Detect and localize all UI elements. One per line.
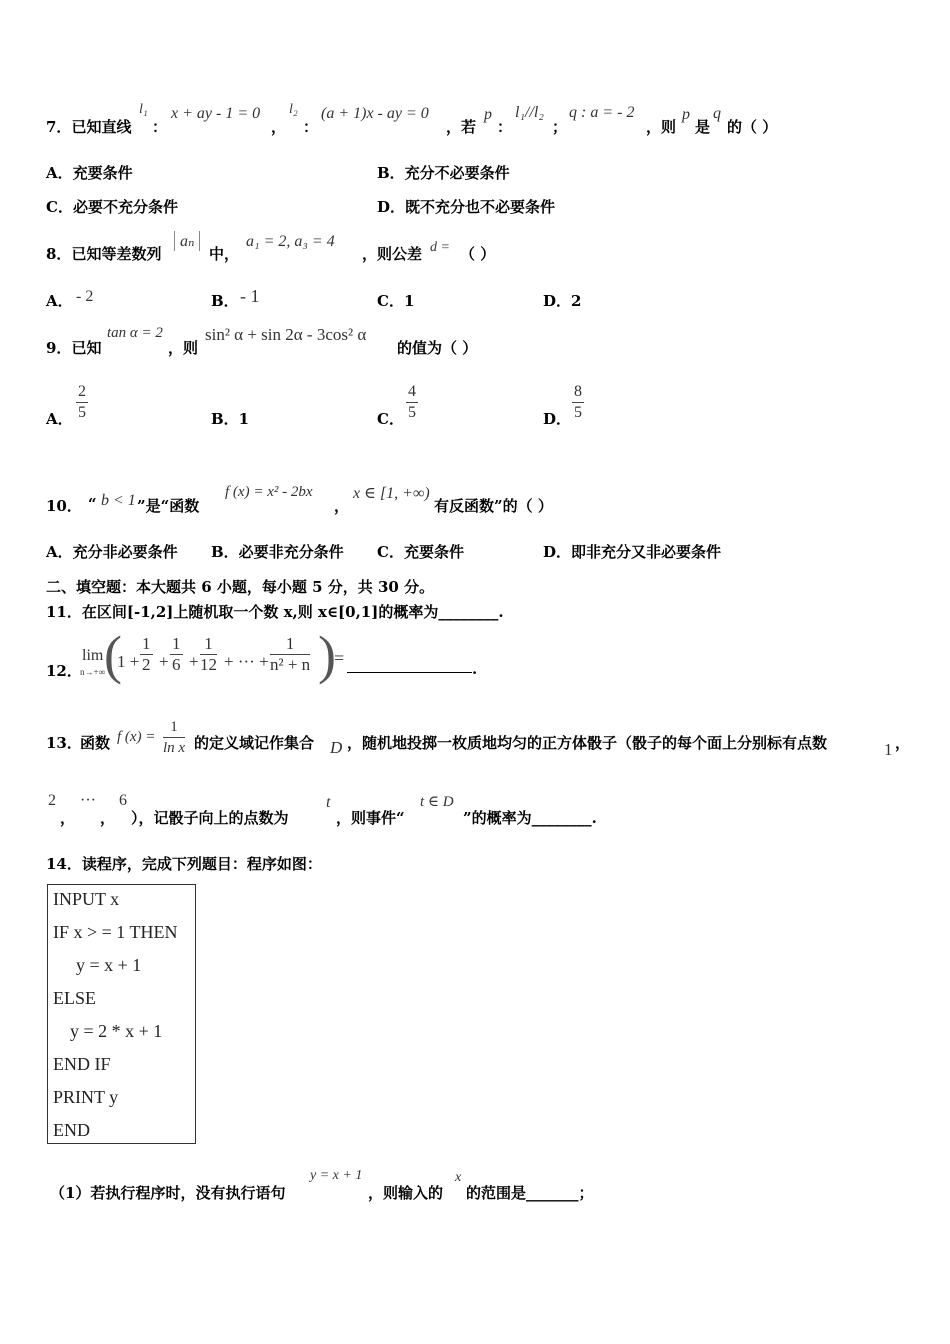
q7-text-4: 的（ ） [727,118,778,136]
q7-l2: l₂ [289,102,298,117]
q7-parallel: l₁//l₂ [515,104,544,121]
q10-condition: b < 1 [101,492,136,509]
q12-left-paren: ( [104,625,122,685]
q13-text-2: 的定义域记作集合 [194,734,315,752]
q9-number: 9． [46,339,72,357]
q9-c-num: 4 [406,382,418,403]
q7-colon: ： [152,118,168,136]
q9-option-c-fraction [406,382,418,423]
q10-option-d[interactable]: D．即非充分又非必要条件 [543,543,722,561]
q13-frac-num: 1 [163,717,185,738]
q12-end: . [472,660,478,678]
q9-c-den: 5 [408,404,416,421]
q12-one: 1 + [117,652,140,671]
program-line-4: ELSE [53,988,96,1008]
q13-number: 13． [46,734,82,752]
q8-text-1: 已知等差数列 [71,245,162,263]
q12-right-paren: ) [318,625,336,685]
program-box [47,884,196,1144]
program-line-1: INPUT x [53,889,120,909]
q13-t: t [326,794,331,811]
q14-text: 14．读程序，完成下列题目：程序如图： [46,855,322,873]
q7-eq2: (a + 1)x - ay = 0 [321,105,429,122]
q10-option-c[interactable]: C．充要条件 [377,543,464,561]
q7-colon-2: ： [303,118,319,136]
q13-comma-2: ， [100,809,116,827]
q12-frac-4 [270,634,310,675]
q7-text-3: ，则 [646,118,677,136]
q13-six: 6 [119,792,127,809]
q9-option-c-label[interactable]: C． [377,410,404,428]
q13-text-7: ”的概率为________. [463,809,597,827]
q8-option-c[interactable]: C．1 [377,292,415,310]
q9-expression: sin² α + sin 2α - 3cos² α [205,325,367,344]
program-line-7: PRINT y [53,1087,119,1107]
program-line-3: y = x + 1 [76,955,142,975]
q7-option-b[interactable]: B．充分不必要条件 [377,164,510,182]
q9-option-d-label[interactable]: D． [543,410,572,428]
q13-fraction [163,717,185,758]
q13-text-1: 函数 [80,734,111,752]
q7-semicolon: ； [552,118,568,136]
q12-lim: lim [82,647,104,664]
q10-text-3: 有反函数”的（ ） [434,497,553,515]
q9-option-d-fraction [572,382,584,423]
q8-line [46,243,161,264]
q12-f2-num: 1 [172,634,181,653]
section-2-heading: 二、填空题：本大题共 6 小题，每小题 5 分，共 30 分。 [46,578,435,596]
q9-option-b[interactable]: B．1 [211,410,250,428]
q9-text-1: 已知 [71,339,102,357]
q7-number: 7． [46,118,72,136]
q13-text-3: ，随机地投掷一枚质地均匀的正方体骰子（骰子的每个面上分别标有点数 [347,734,828,752]
q12-frac-1 [140,634,153,675]
q7-q-condition: q : a = - 2 [569,104,635,121]
q8-d: d = [430,240,450,255]
q14-sub1-text-1: （1）若执行程序时，没有执行语句 [50,1184,286,1202]
q9-line [46,337,101,358]
q8-sequence: aₙ [174,231,200,251]
q12-f3-den: 12 [200,655,217,674]
q7-option-c[interactable]: C．必要不充分条件 [46,198,178,216]
q10-text-1: “ [88,495,97,513]
q10-number: 10． [46,497,82,515]
q13-one: 1 [884,740,893,759]
q7-option-a[interactable]: A．充要条件 [46,164,133,182]
q7-p: p [484,106,492,123]
q14-sub1-text-2: ，则输入的 [368,1184,444,1202]
q13-frac-den: ln x [163,740,186,756]
q9-a-den: 5 [78,404,86,421]
q9-text-2: ，则 [168,339,199,357]
q10-function: f (x) = x² - 2bx [225,484,313,500]
q12-plus-1: + [159,652,169,671]
q13-text-5: ），记骰子向上的点数为 [131,809,289,827]
q8-text-3: ，则公差 [362,245,423,263]
q12-frac-2 [170,634,183,675]
q12-f1-den: 2 [142,655,151,674]
q10-option-b[interactable]: B．必要非充分条件 [211,543,344,561]
q12-answer-blank[interactable] [347,672,472,673]
q8-values: a₁ = 2, a₃ = 4 [246,233,335,250]
q9-option-a-fraction [76,382,88,423]
q13-two: 2 [48,792,56,809]
q7-p-2: p [682,106,690,123]
q13-D: D [330,738,343,757]
q10-text-2: ”是“函数 [137,497,200,515]
q12-plus-2: + [189,652,199,671]
q7-colon-3: ： [497,118,513,136]
q14-sub1-x: x [455,1170,462,1185]
q7-option-d[interactable]: D．既不充分也不必要条件 [377,198,556,216]
q12-f1-num: 1 [142,634,151,653]
q13-text-6: ，则事件“ [336,809,405,827]
q7-shi: 是 [695,118,711,136]
q12-lim-subscript: n→+∞ [80,667,105,677]
q9-d-den: 5 [574,404,582,421]
q8-option-b-label[interactable]: B． [211,292,239,310]
q14-sub1-text-3: 的范围是_______； [466,1184,594,1202]
q13-event: t ∈ D [420,794,454,810]
q14-sub1-statement: y = x + 1 [310,1168,363,1183]
q8-option-a-label[interactable]: A． [46,292,73,310]
program-line-8: END [53,1120,90,1140]
q12-equals: = [334,648,345,668]
q10-option-a[interactable]: A．充分非必要条件 [46,543,178,561]
q9-option-a-label[interactable]: A． [46,410,73,428]
q7-q: q [713,105,721,122]
q8-text-2: 中， [209,245,240,263]
q13-comma-1: ， [60,809,76,827]
q12-f2-den: 6 [172,655,181,674]
q12-number: 12． [46,662,82,680]
q7-l1: l₁ [139,102,148,117]
q13-text-4: ， [895,734,911,752]
program-line-5: y = 2 * x + 1 [70,1021,163,1041]
q7-text-2: ，若 [446,118,477,136]
q13-dots: ··· [80,792,96,809]
q12-f3-num: 1 [200,634,217,655]
q12-dots: + ··· + [224,652,269,671]
q7-text-1: 已知直线 [71,118,132,136]
q7-line [46,116,131,137]
program-line-6: END IF [53,1054,111,1074]
q8-number: 8． [46,245,72,263]
q7-comma: ， [271,118,287,136]
q8-option-b-value: - 1 [240,286,260,306]
q8-option-a-value: - 2 [76,288,94,305]
q9-given: tan α = 2 [107,325,163,341]
q9-d-num: 8 [572,382,584,403]
q9-text-3: 的值为（ ） [397,339,478,357]
q12-f4-den: n² + n [270,655,311,674]
program-line-2: IF x > = 1 THEN [53,922,178,942]
q8-option-d[interactable]: D．2 [543,292,582,310]
q13-f: f (x) = [117,729,156,745]
q11-text: 11．在区间[-1,2]上随机取一个数 x,则 x∈[0,1]的概率为________. [46,603,504,621]
q10-domain: x ∈ [1, +∞) [353,485,430,502]
q12-frac-3 [200,634,217,675]
q10-comma: ， [334,497,350,515]
q12-f4-num: 1 [270,634,310,655]
q8-text-4: （ ） [460,245,496,263]
q7-eq1: x + ay - 1 = 0 [171,105,261,122]
q9-a-num: 2 [76,382,88,403]
